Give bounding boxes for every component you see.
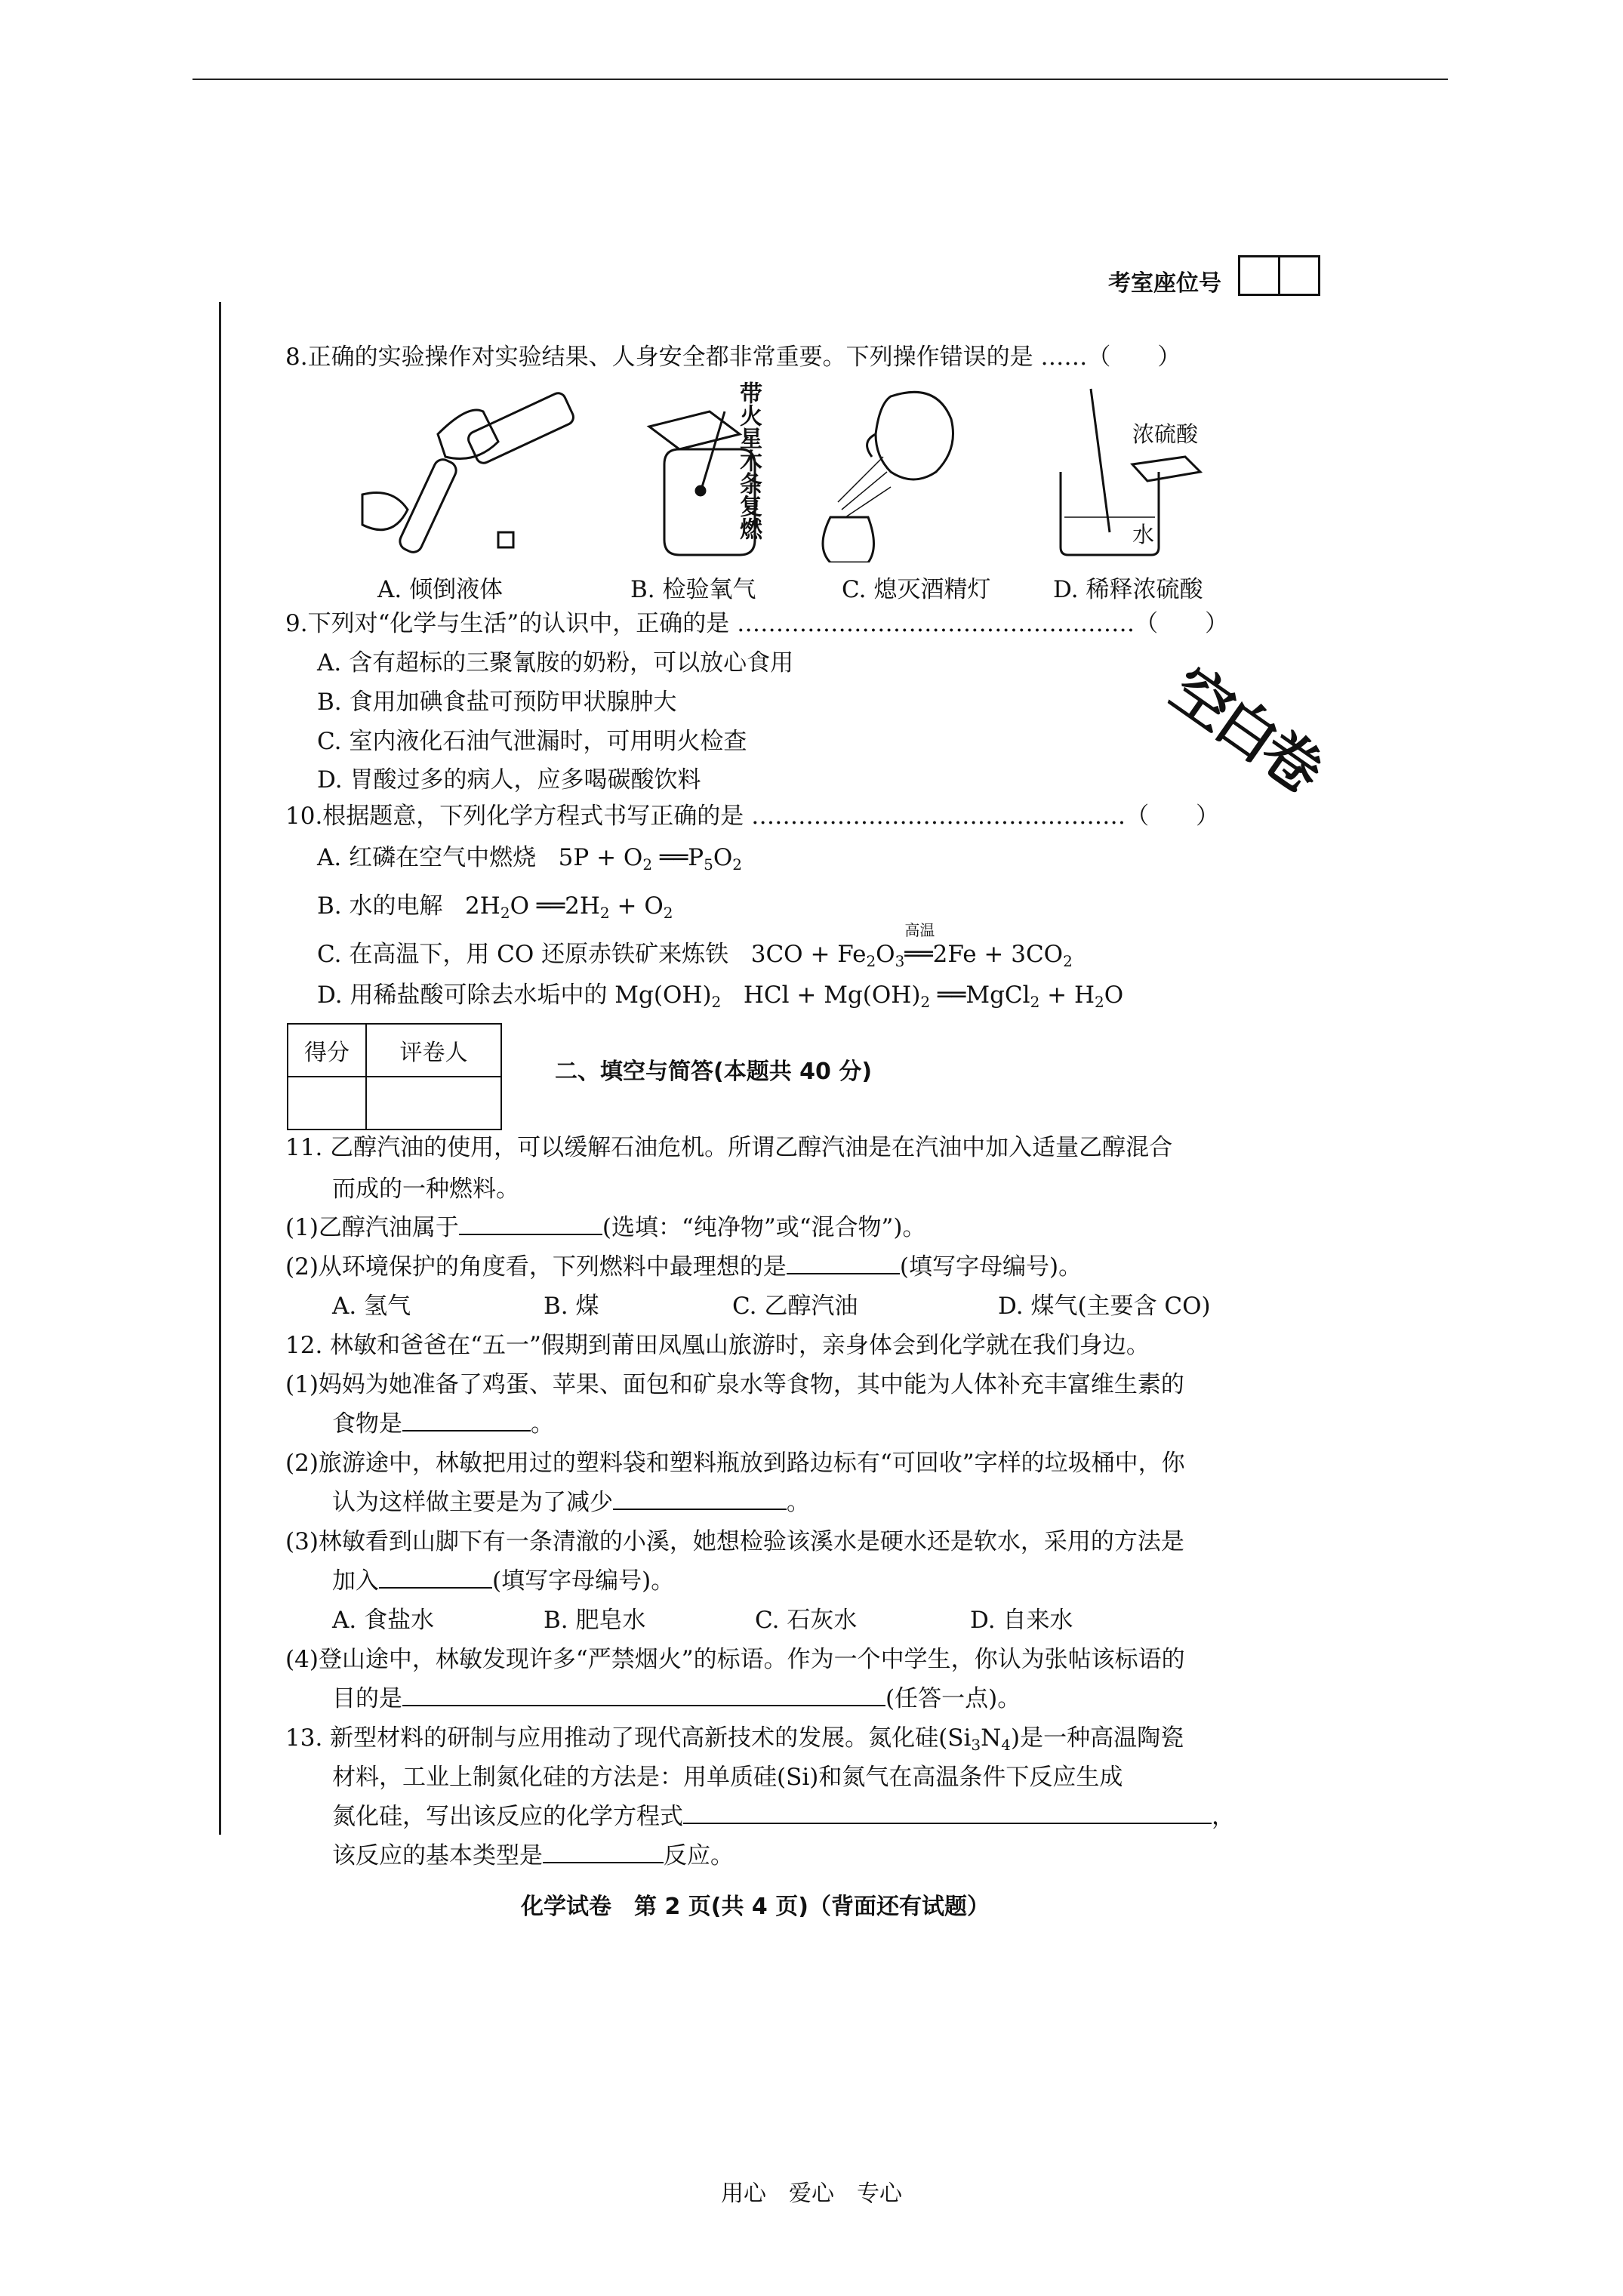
q12-p3-hint: (填写字母编号)。	[492, 1567, 675, 1595]
q10-option-b: B. 水的电解 $2H_2O$ $══2H_2 + O_2$	[317, 892, 673, 922]
q12-stem: 12. 林敏和爸爸在“五一”假期到莆田凤凰山旅游时，亲身体会到化学就在我们身边。	[285, 1332, 1150, 1359]
q9-option-c: C. 室内液化石油气泄漏时，可用明火检查	[317, 728, 747, 755]
q12-p1-period: 。	[531, 1410, 554, 1438]
score-cell[interactable]	[288, 1077, 366, 1130]
q12-blank-1[interactable]	[402, 1410, 531, 1432]
q11-part1	[285, 1214, 926, 1242]
q13-blank-type[interactable]	[543, 1842, 664, 1863]
q12-p1-l1: (1)妈妈为她准备了鸡蛋、苹果、面包和矿泉水等食物，其中能为人体补充丰富维生素的	[285, 1371, 1184, 1398]
q12-p3-l1: (3)林敏看到山脚下有一条清澈的小溪，她想检验该溪水是硬水还是软水，采用的方法是	[285, 1528, 1184, 1555]
q13-l3-pre: 氮化硅，写出该反应的化学方程式	[332, 1803, 683, 1830]
q11-blank-1[interactable]	[459, 1214, 602, 1235]
section2-title: 二、填空与简答(本题共 40 分)	[555, 1059, 873, 1085]
q12-p2-l2	[332, 1489, 810, 1517]
seat-box-1[interactable]	[1238, 255, 1280, 296]
q13-l2: 材料，工业上制氮化硅的方法是：用单质硅(Si)和氮气在高温条件下反应生成	[332, 1764, 1123, 1791]
q10-d-sub: 2	[711, 993, 722, 1011]
q12-p4-l2	[332, 1685, 1021, 1713]
blank-paper-stamp: 空白卷	[1158, 655, 1332, 805]
q12-blank-4[interactable]	[402, 1685, 885, 1706]
q9-stem: 9.下列对“化学与生活”的认识中，正确的是 ……………………………………………（ ）	[285, 610, 1229, 637]
q10-option-a: A. 红磷在空气中燃烧 $5P + O_2$ $══P_5O_2$	[317, 844, 743, 874]
q9-option-d: D. 胃酸过多的病人，应多喝碳酸饮料	[317, 766, 701, 794]
caption-a: A. 倾倒液体	[377, 576, 504, 603]
q12-option-d: D. 自来水	[970, 1607, 1073, 1634]
q12-option-c: C. 石灰水	[755, 1607, 858, 1634]
q13-l3	[332, 1803, 1235, 1831]
q10-stem: 10.根据题意，下列化学方程式书写正确的是 …………………………………………（ ）	[285, 803, 1220, 830]
q10-option-d: D. 用稀盐酸可除去水垢中的 $Mg(OH)_2$ HCl + $Mg(OH)_2$ ══MgCl$_2$ + $H_2O$	[317, 982, 1124, 1011]
q10-d-text: D. 用稀盐酸可除去水垢中的 Mg(OH)	[317, 982, 712, 1009]
q12-p4-hint: (任答一点)。	[885, 1685, 1021, 1712]
q11-p2-text: (2)从环境保护的角度看，下列燃料中最理想的是	[285, 1253, 787, 1281]
q10-b-text: B. 水的电解	[317, 892, 443, 920]
q12-blank-2[interactable]	[613, 1489, 787, 1510]
q11-option-b: B. 煤	[544, 1293, 599, 1320]
fig-b-label: 带火星木条复燃	[735, 381, 762, 540]
q12-option-a: A. 食盐水	[332, 1607, 435, 1634]
figure-extinguish-lamp	[823, 392, 953, 562]
q12-option-b: B. 肥皂水	[544, 1607, 646, 1634]
q11-stem-l1: 11. 乙醇汽油的使用，可以缓解石油危机。所谓乙醇汽油是在汽油中加入适量乙醇混合	[285, 1134, 1173, 1161]
q10-option-c: C. 在高温下，用 CO 还原赤铁矿来炼铁 $3CO + Fe_2O_3$ 高温 ══2Fe + $3CO_2$	[317, 921, 1073, 970]
q10-c-text: C. 在高温下，用 CO 还原赤铁矿来炼铁	[317, 941, 729, 968]
q13-l4	[332, 1842, 734, 1870]
q13-l4-pre: 该反应的基本类型是	[332, 1842, 543, 1869]
q12-p1-l2	[332, 1410, 554, 1438]
q11-blank-2[interactable]	[787, 1253, 900, 1274]
q12-p2-prefix: 认为这样做主要是为了减少	[332, 1489, 613, 1516]
q13-l1-pre: 13. 新型材料的研制与应用推动了现代高新技术的发展。氮化硅(Si	[285, 1724, 972, 1752]
q12-p3-prefix: 加入	[332, 1567, 379, 1595]
caption-b: B. 检验氧气	[630, 576, 756, 603]
q10-a-text: A. 红磷在空气中燃烧	[317, 844, 537, 871]
q11-p1-hint: (选填：“纯净物”或“混合物”)。	[602, 1214, 926, 1241]
caption-c: C. 熄灭酒精灯	[842, 576, 991, 603]
grader-header: 评卷人	[366, 1024, 501, 1077]
q11-p1-text: (1)乙醇汽油属于	[285, 1214, 459, 1241]
q12-p3-l2	[332, 1567, 674, 1595]
score-table	[287, 1023, 502, 1130]
q13-l1: 13. 新型材料的研制与应用推动了现代高新技术的发展。氮化硅$(Si_3N_4)$是一种高温陶瓷	[285, 1724, 1184, 1754]
binding-line	[219, 302, 221, 1835]
q12-p4-prefix: 目的是	[332, 1685, 402, 1712]
q12-p1-prefix: 食物是	[332, 1410, 402, 1438]
grader-cell[interactable]	[366, 1077, 501, 1130]
q10-c-condition: 高温	[904, 921, 935, 939]
fig-d-label-acid: 浓硫酸	[1132, 421, 1199, 447]
q8-figures	[347, 381, 1223, 562]
page-footer: 化学试卷 第 2 页(共 4 页)（背面还有试题）	[521, 1894, 990, 1920]
q13-l3-post: ，	[1212, 1803, 1235, 1830]
q11-option-a: A. 氢气	[332, 1293, 411, 1320]
q12-p2-l1: (2)旅游途中，林敏把用过的塑料袋和塑料瓶放到路边标有“可回收”字样的垃圾桶中，你	[285, 1450, 1185, 1477]
seat-number-label: 考室座位号	[1108, 270, 1221, 297]
fig-d-label-water: 水	[1132, 522, 1155, 547]
q12-p4-l1: (4)登山途中，林敏发现许多“严禁烟火”的标语。作为一个中学生，你认为张帖该标语的	[285, 1646, 1185, 1673]
q9-option-b: B. 食用加碘食盐可预防甲状腺肿大	[317, 689, 677, 716]
q11-option-d: D. 煤气(主要含 CO)	[998, 1293, 1211, 1320]
figure-dilute-acid	[1061, 389, 1200, 555]
bottom-footer: 用心 爱心 专心	[721, 2180, 902, 2207]
q11-option-c: C. 乙醇汽油	[732, 1293, 858, 1320]
q8-stem: 8.正确的实验操作对实验结果、人身安全都非常重要。下列操作错误的是 ……（ ）	[285, 344, 1181, 371]
q12-blank-3[interactable]	[379, 1567, 492, 1589]
top-rule	[192, 79, 1448, 80]
q11-p2-hint: (填写字母编号)。	[899, 1253, 1083, 1281]
caption-d: D. 稀释浓硫酸	[1053, 576, 1203, 603]
figure-pour-liquid	[362, 390, 576, 555]
score-header: 得分	[288, 1024, 366, 1077]
q13-l4-post: 反应。	[664, 1842, 734, 1869]
q12-p2-period: 。	[787, 1489, 810, 1516]
q13-blank-equation[interactable]	[683, 1803, 1212, 1824]
seat-box-2[interactable]	[1278, 255, 1320, 296]
q11-part2	[285, 1253, 1082, 1281]
q9-option-a: A. 含有超标的三聚氰胺的奶粉，可以放心食用	[317, 649, 794, 676]
q13-l1-post: )是一种高温陶瓷	[1011, 1724, 1184, 1752]
q11-stem-l2: 而成的一种燃料。	[332, 1176, 519, 1203]
